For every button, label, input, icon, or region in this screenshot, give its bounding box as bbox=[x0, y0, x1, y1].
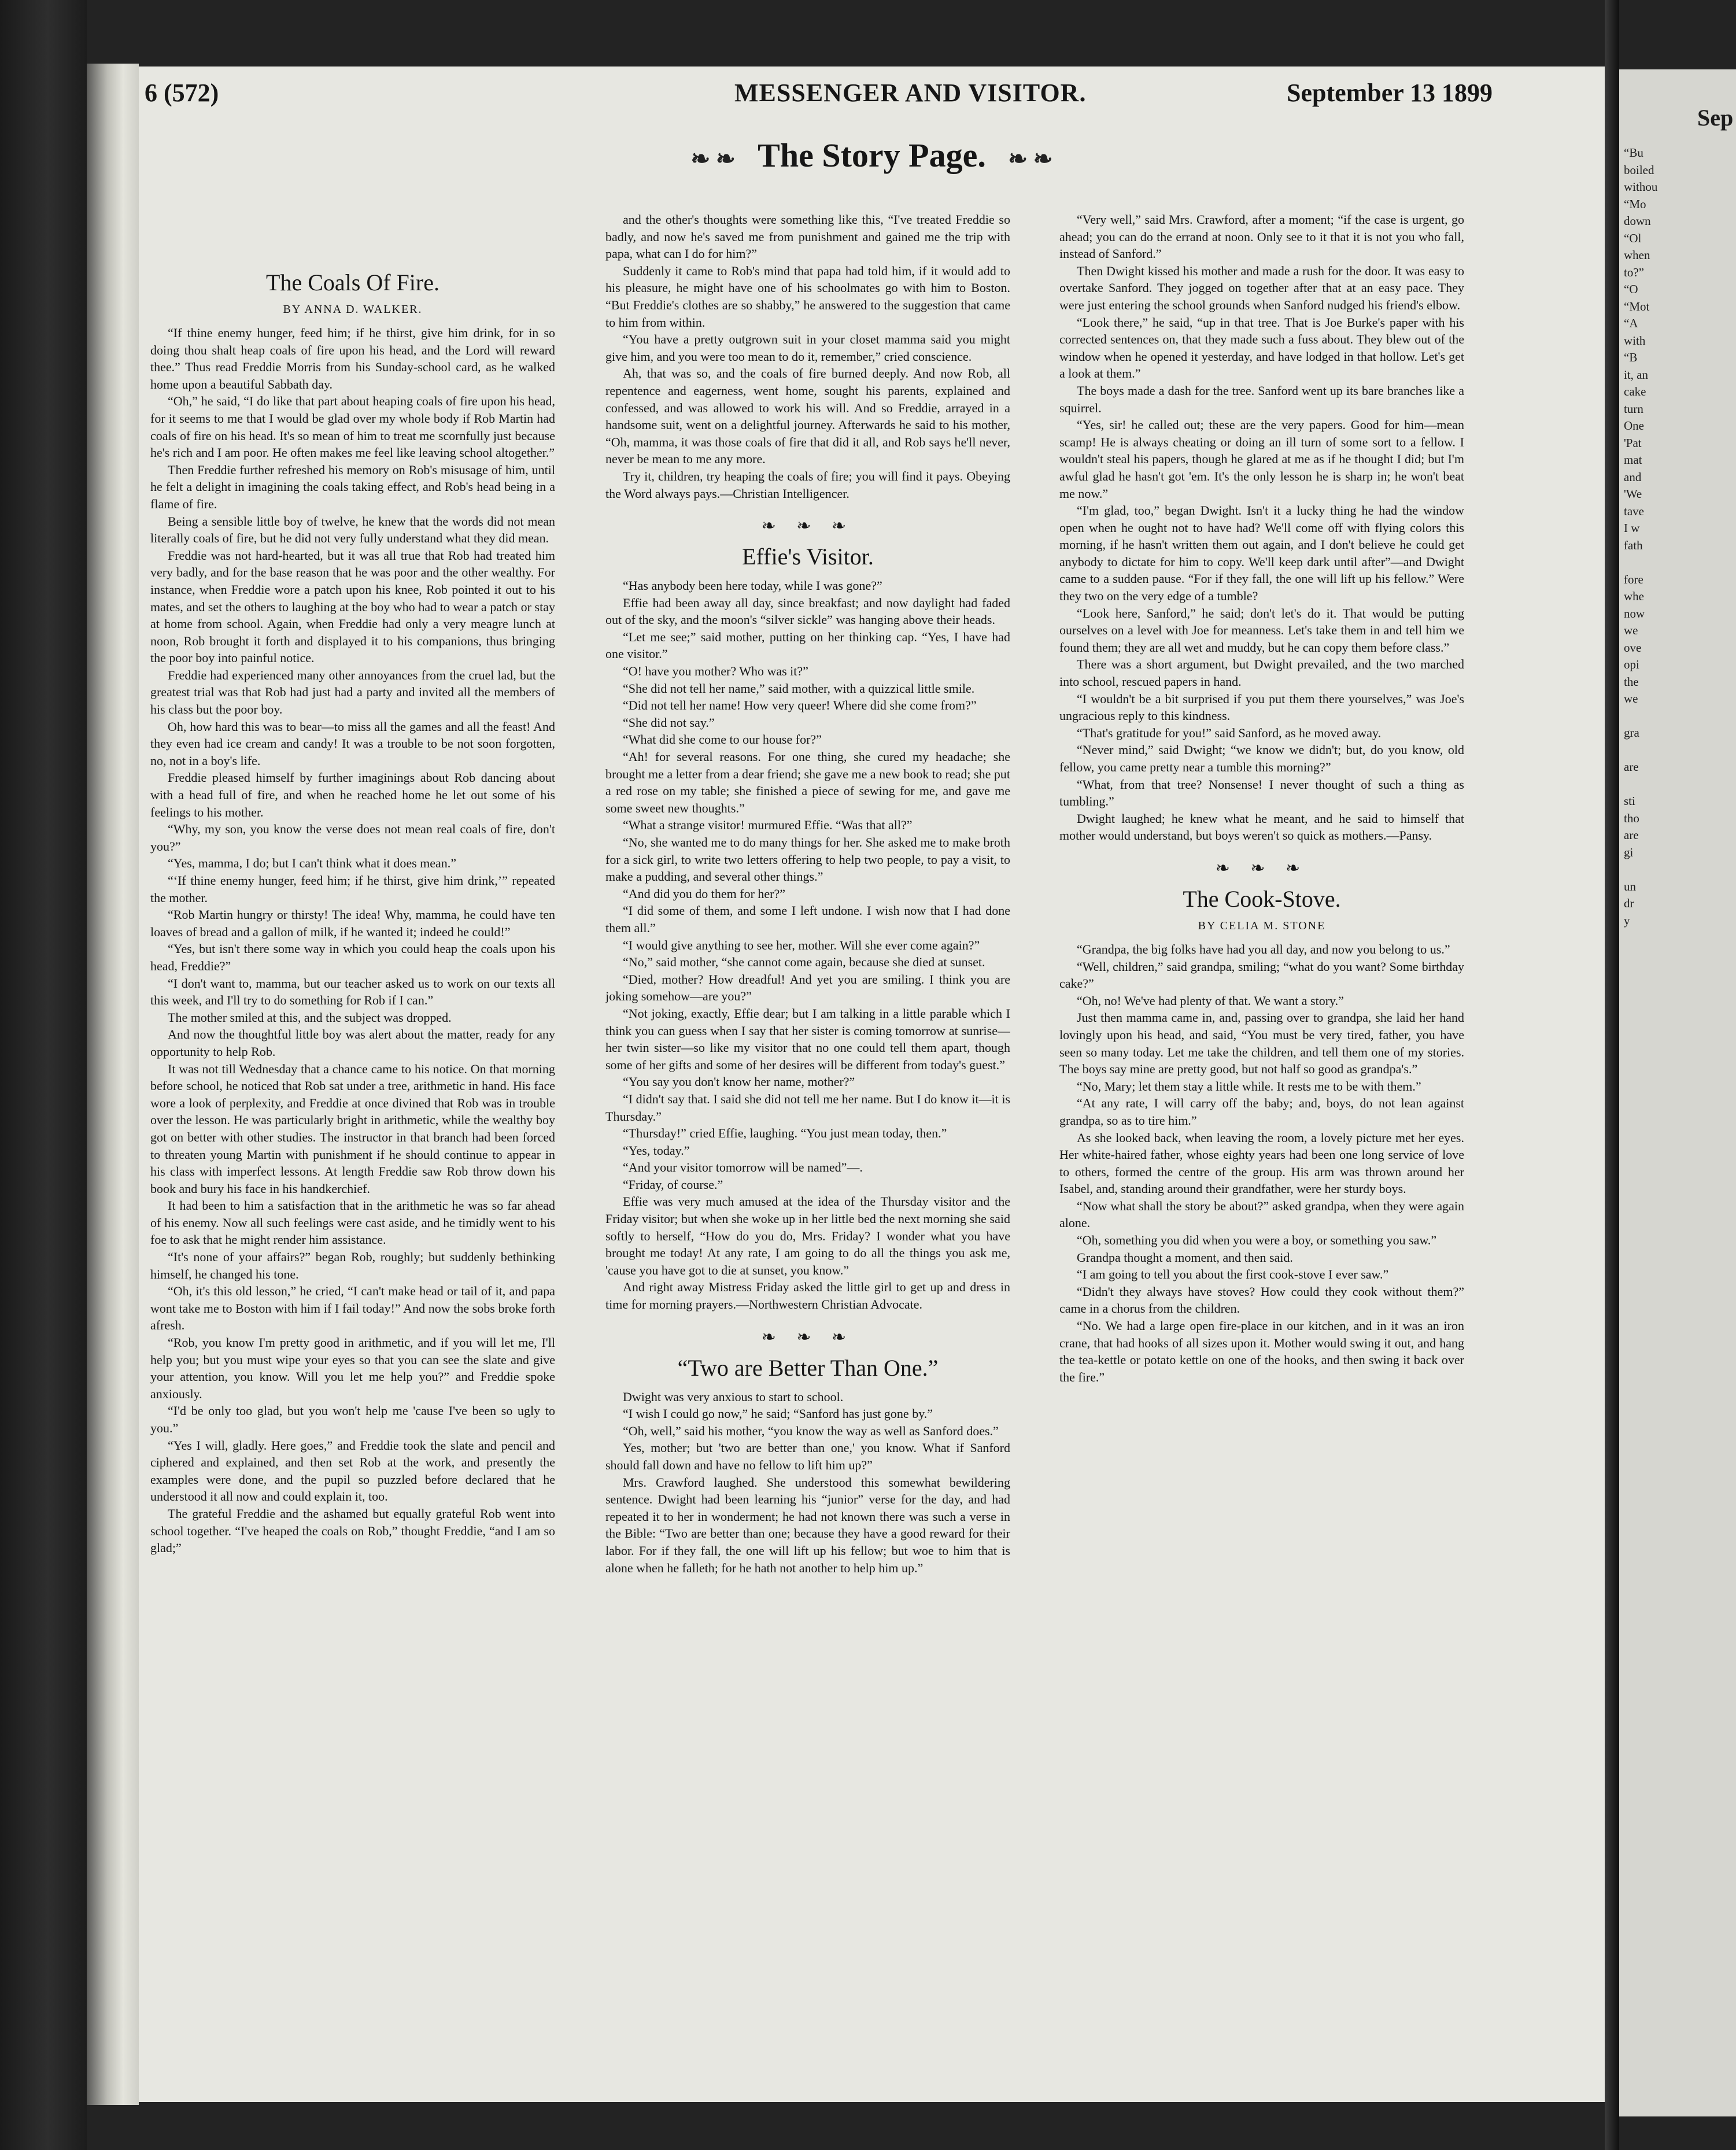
story-paragraph: “What did she come to our house for?” bbox=[623, 732, 822, 747]
next-page-line: ove bbox=[1624, 640, 1642, 655]
next-page-line: are bbox=[1624, 828, 1639, 842]
story-paragraph: “I wouldn't be a bit surprised if you put them there yourselves,” was Joe's ungracious reply to this kindness. bbox=[1059, 691, 1464, 723]
story-paragraph: “Oh,” he said, “I do like that part about heaping coals of fire upon his head, for it seems to me that I would be glad over my whole body if Rob Martin had coals of fire on his head. It's so mean of him to treat me scornfully just because he's rich and I am poor. He often makes me feel like leaving school altogether.” bbox=[150, 394, 555, 460]
story-paragraph: “Not joking, exactly, Effie dear; but I am talking in a little parable which I think you can guess when I say that her sister is coming tomorrow at sunrise—her twin sister—so like my visitor that no one could tell them apart, though some of her gifts and some of her desires will be different from today's guest.” bbox=[605, 1006, 1010, 1072]
story-paragraph: Dwight was very anxious to start to school. bbox=[623, 1389, 844, 1404]
story-paragraph: “Yes, but isn't there some way in which you could heap the coals upon his head, Freddie?” bbox=[150, 941, 555, 973]
next-page-line: gra bbox=[1624, 726, 1639, 740]
next-page-line: with bbox=[1624, 333, 1646, 348]
story-title: Effie's Visitor. bbox=[742, 544, 874, 570]
next-page-line: turn bbox=[1624, 401, 1643, 416]
story-paragraph: “I would give anything to see her, mother. Will she ever come again?” bbox=[623, 937, 980, 952]
story-paragraph: “Has anybody been here today, while I was gone?” bbox=[623, 578, 882, 593]
story-paragraph: Then Dwight kissed his mother and made a rush for the door. It was easy to overtake Sanford. They jogged on together after that at an easy pace. They were just entering the school grounds when Sanford nudged his friend's elbow. bbox=[1059, 263, 1464, 312]
story-paragraph: “O! have you mother? Who was it?” bbox=[623, 664, 808, 679]
story-body bbox=[605, 1388, 1010, 1577]
next-page-line: “Bu bbox=[1624, 146, 1643, 160]
next-page-line: “Ol bbox=[1624, 231, 1642, 245]
story-paragraph: Try it, children, try heaping the coals of fire; you will find it pays. Obeying the Word always pays.—Christian Intelligencer. bbox=[605, 468, 1010, 501]
story-paragraph: “Ah! for several reasons. For one thing, she cured my headache; she brought me a letter from a dear friend; she gave me a new book to read; she put a red rose on my table; she finished a piece of sewing for me, and gave me some sweet new thoughts.” bbox=[605, 749, 1010, 815]
story-paragraph: “Oh, something you did when you were a boy, or something you saw.” bbox=[1077, 1233, 1437, 1248]
story-paragraph: “Never mind,” said Dwight; “we know we didn't; but, do you know, old fellow, you came pretty near a tumble this morning?” bbox=[1059, 742, 1464, 774]
gutter-shadow bbox=[1605, 0, 1619, 2150]
column-2 bbox=[605, 211, 1010, 2090]
story-title: The Coals Of Fire. bbox=[266, 269, 439, 295]
story-paragraph: “I wish I could go now,” he said; “Sanford has just gone by.” bbox=[623, 1406, 933, 1421]
story-paragraph: Freddie pleased himself by further imaginings about Rob dancing about with a head full of fire, and when he reached home he let out some of his feelings to his mother. bbox=[150, 770, 555, 819]
story-paragraph: “Didn't they always have stoves? How could they cook without them?” came in a chorus from the children. bbox=[1059, 1284, 1464, 1316]
next-page-line: boiled bbox=[1624, 162, 1654, 177]
story-paragraph: The mother smiled at this, and the subject was dropped. bbox=[168, 1010, 452, 1025]
story-byline: BY ANNA D. WALKER. bbox=[283, 303, 423, 316]
page-number: 6 (572) bbox=[145, 79, 219, 107]
next-page-line: un bbox=[1624, 879, 1636, 893]
story-paragraph: “Look there,” he said, “up in that tree. That is Joe Burke's paper with his corrected sentences on, that they made such a fuss about. They blew out of the window when he opened it yesterday, and have lodged in that hollow. Let's get a look at them.” bbox=[1059, 315, 1464, 381]
next-page-line: are bbox=[1624, 760, 1639, 774]
story-paragraph: “No, Mary; let them stay a little while. It rests me to be with them.” bbox=[1077, 1078, 1421, 1094]
separator-ornament-icon: ❧ ❧ ❧ bbox=[761, 516, 855, 536]
story-paragraph: It was not till Wednesday that a chance came to his notice. On that morning before school, he noticed that Rob sat under a tree, arithmetic in hand. His face wore a look of perplexity, and Freddie at once divined that Rob was in trouble over the lesson. He was particularly bright in arithmetic, while the wealthy boy got on better with other studies. The instructor in that branch had been forced to threaten young Martin with punishment if he should continue to appear in his class with imperfect lessons. At length Freddie saw Rob throw down his book and bury his face in his handkerchief. bbox=[150, 1061, 555, 1196]
newspaper-page bbox=[139, 67, 1605, 2102]
story-paragraph: Ah, that was so, and the coals of fire burned deeply. And now Rob, all repentence and eagerness, went home, sought his parents, explained and confessed, and was allowed to work his will. And so Freddie, arrayed in a handsome suit, went on a delightful journey. Afterwards he said to his mother, “Oh, mamma, it was those coals of fire that did it all, and Rob says he'll never, never be mean to me any more. bbox=[605, 366, 1010, 467]
next-page-line: and bbox=[1624, 470, 1642, 484]
next-page-head: Sep bbox=[1697, 105, 1734, 131]
story-paragraph: As she looked back, when leaving the room, a lovely picture met her eyes. Her white-haired father, whose eighty years had been one long service of love to others, formed the centre of the group. His arm was thrown around her Isabel, and, standing around their grandfather, were her sturdy boys. bbox=[1059, 1130, 1464, 1196]
story-paragraph: “What, from that tree? Nonsense! I never thought of such a thing as tumbling.” bbox=[1059, 777, 1464, 809]
story-paragraph: Effie had been away all day, since breakfast; and now daylight had faded out of the sky, and the moon's “silver sickle” was hanging above their heads. bbox=[605, 595, 1010, 627]
story-paragraph: It had been to him a satisfaction that in the arithmetic he was so far ahead of his enemy. Now all such feelings were cast aside, and he timidly went to his foe to ask that he might render him assistance. bbox=[150, 1198, 555, 1247]
story-paragraph: “Yes, sir! he called out; these are the very papers. Good for him—mean scamp! He is always cheating or doing an ill turn of some sort to a fellow. I wouldn't steal his papers, though he glared at me as if he thought I did; but I'm awful glad he hasn't got 'em. It's the only lesson he is sharp in; he won't beat me now.” bbox=[1059, 418, 1464, 501]
next-page-line: y bbox=[1624, 913, 1630, 928]
leaf-ornament-icon: ❧ ❧ bbox=[1008, 146, 1053, 172]
next-page-line: dr bbox=[1624, 896, 1634, 910]
story-title: The Cook-Stove. bbox=[1183, 885, 1341, 912]
story-paragraph: “Why, my son, you know the verse does not mean real coals of fire, don't you?” bbox=[150, 822, 555, 854]
next-page-line: cake bbox=[1624, 385, 1646, 398]
next-page-line: opi bbox=[1624, 657, 1639, 671]
next-page-line: to?” bbox=[1624, 265, 1644, 279]
story-body bbox=[150, 324, 555, 1557]
story-paragraph: Dwight laughed; he knew what he meant, and he said to himself that mother would understand, but boys weren't so quick as mothers.—Pansy. bbox=[1059, 811, 1464, 843]
next-page-line: “Mo bbox=[1624, 197, 1646, 211]
story-paragraph: Grandpa thought a moment, and then said. bbox=[1077, 1250, 1293, 1265]
story-paragraph: “No, she wanted me to do many things for her. She asked me to make broth for a sick girl, to write two letters offering to help two people, to pay a visit, to make a pudding, and several other things.” bbox=[605, 835, 1010, 884]
next-page-fragment bbox=[1619, 69, 1736, 2116]
next-page-line: 'Pat bbox=[1624, 435, 1642, 450]
next-page-line bbox=[1624, 742, 1734, 759]
story-body bbox=[605, 577, 1010, 1313]
story-title: “Two are Better Than One.” bbox=[677, 1354, 939, 1381]
next-page-line: the bbox=[1624, 674, 1639, 689]
story-paragraph: “I'd be only too glad, but you won't help me 'cause I've been so ugly to you.” bbox=[150, 1403, 555, 1435]
next-page-line: down bbox=[1624, 214, 1651, 228]
story-paragraph: “I didn't say that. I said she did not tell me her name. But I do know it—it is Thursday.” bbox=[605, 1091, 1010, 1124]
story-paragraph: “That's gratitude for you!” said Sanford, as he moved away. bbox=[1077, 725, 1382, 740]
story-paragraph: “If thine enemy hunger, feed him; if he thirst, give him drink, for in so doing thou shalt heap coals of fire upon his head, and the Lord will reward thee.” Thus read Freddie Morris from his Sunday-school card, as he walked home upon a beautiful Sabbath day. bbox=[150, 326, 555, 391]
story-paragraph: “Oh, it's this old lesson,” he cried, “I can't make head or tail of it, and papa wont take me to Boston with him if I fail today!” And now the sobs broke forth afresh. bbox=[150, 1284, 555, 1333]
story-paragraph: The grateful Freddie and the ashamed but equally grateful Rob went into school together. “I've heaped the coals on Rob,” thought Freddie, “and I am so glad;” bbox=[150, 1506, 555, 1556]
next-page-line: I w bbox=[1624, 521, 1640, 535]
story-paragraph: Then Freddie further refreshed his memory on Rob's misusage of him, until he felt a delight in imagining the coals taking effect, and Rob's head being in a flame of fire. bbox=[150, 462, 555, 511]
story-paragraph: “‘If thine enemy hunger, feed him; if he thirst, give him drink,’” repeated the mother. bbox=[150, 873, 555, 905]
story-paragraph: “Friday, of course.” bbox=[623, 1177, 723, 1192]
story-body bbox=[1059, 211, 1464, 844]
separator-ornament-icon: ❧ ❧ ❧ bbox=[761, 1327, 855, 1347]
story-paragraph: “No,” said mother, “she cannot come again, because she died at sunset. bbox=[623, 955, 985, 970]
next-page-line: withou bbox=[1624, 180, 1658, 194]
next-page-line: 'We bbox=[1624, 487, 1642, 501]
story-paragraph: “Grandpa, the big folks have had you all day, and now you belong to us.” bbox=[1077, 941, 1450, 956]
story-paragraph: There was a short argument, but Dwight prevailed, and the two marched into school, rescued papers in hand. bbox=[1059, 657, 1464, 689]
next-page-line bbox=[1624, 776, 1734, 793]
story-paragraph: “I did some of them, and some I left undone. I wish now that I had done them all.” bbox=[605, 903, 1010, 935]
story-paragraph: “And did you do them for her?” bbox=[623, 886, 786, 901]
story-paragraph: And right away Mistress Friday asked the little girl to get up and dress in time for morning prayers.—Northwestern Christian Advocate. bbox=[605, 1280, 1010, 1312]
story-paragraph: “Yes, today.” bbox=[623, 1143, 690, 1158]
section-heading: The Story Page. bbox=[758, 136, 986, 174]
scan-edge bbox=[0, 0, 87, 2150]
story-paragraph: Suddenly it came to Rob's mind that papa had told him, if it would add to his pleasure, he might have one of his schoolmates go with him to Boston. “But Freddie's clothes are so shabby,” he answered to the suggestion that came to him from within. bbox=[605, 263, 1010, 330]
story-paragraph: “Let me see;” said mother, putting on her thinking cap. “Yes, I have had one visitor.” bbox=[605, 629, 1010, 662]
story-paragraph: “You say you don't know her name, mother?” bbox=[623, 1074, 855, 1089]
next-page-line: when bbox=[1624, 248, 1650, 262]
story-paragraph: “Did not tell her name! How very queer! Where did she come from?” bbox=[623, 698, 977, 713]
story-body bbox=[1059, 941, 1464, 1386]
next-page-line: we bbox=[1624, 623, 1638, 637]
story-paragraph: “Now what shall the story be about?” asked grandpa, when they were again alone. bbox=[1059, 1198, 1464, 1231]
story-paragraph: Being a sensible little boy of twelve, he knew that the words did not mean literally coals of fire, but he did not very fully understand what they did mean. bbox=[150, 514, 555, 546]
next-page-line: whe bbox=[1624, 589, 1644, 603]
story-paragraph: “What a strange visitor! murmured Effie. “Was that all?” bbox=[623, 818, 913, 833]
story-paragraph: “Thursday!” cried Effie, laughing. “You just mean today, then.” bbox=[623, 1126, 947, 1141]
story-paragraph: Mrs. Crawford laughed. She understood this somewhat bewildering sentence. Dwight had been learning his “junior” verse for the day, and had repeated it to her in wonderment; he had not known there was such a verse in the Bible: “Two are better than one; because they have a good reward for their labor. For if they fall, the one will lift up his fellow; but woe to him that is alone when he falleth; for he hath not another to help him up.” bbox=[605, 1475, 1010, 1575]
next-page-line: fore bbox=[1624, 572, 1643, 586]
section-title bbox=[139, 136, 1605, 175]
story-paragraph: Freddie was not hard-hearted, but it was all true that Rob had treated him very badly, and for the base reason that he was poor and the other wealthy. For instance, when Freddie wore a patch upon his knee, Rob pointed it out to his mates, and set the others to laughing at the boy who had to wear a patch or stay at home from school. Again, when Freddie had only a very meagre lunch at noon, Rob brought it forth and displayed it to his companions, thus bringing the poor boy into painful notice. bbox=[150, 548, 555, 666]
leaf-ornament-icon: ❧ ❧ bbox=[690, 146, 736, 172]
next-page-line: we bbox=[1624, 692, 1638, 705]
next-page-line: it, an bbox=[1624, 367, 1648, 382]
story-paragraph: “She did not tell her name,” said mother, with a quizzical little smile. bbox=[623, 681, 975, 696]
next-page-line: sti bbox=[1624, 794, 1635, 808]
story-paragraph: “Yes, mamma, I do; but I can't think what it does mean.” bbox=[168, 856, 457, 871]
story-paragraph: “It's none of your affairs?” began Rob, roughly; but suddenly bethinking himself, he changed his tone. bbox=[150, 1250, 555, 1281]
story-paragraph: “I don't want to, mamma, but our teacher asked us to work on our texts all this week, and I'll try to do something for Rob if I can.” bbox=[150, 976, 555, 1008]
story-byline: BY CELIA M. STONE bbox=[1198, 919, 1326, 932]
next-page-line: fath bbox=[1624, 538, 1643, 552]
next-page-line bbox=[1624, 708, 1734, 725]
story-paragraph: “No. We had a large open fire-place in our kitchen, and in it was an iron crane, that had hooks of all sizes upon it. Mother would swing it out, and hang the tea-kettle or potato kettle on one of the hooks, and then swing it back over the fire.” bbox=[1059, 1318, 1464, 1384]
book-binding bbox=[87, 64, 139, 2105]
running-head bbox=[139, 78, 1605, 113]
next-page-line: One bbox=[1624, 419, 1644, 433]
next-page-line: “O bbox=[1624, 282, 1638, 296]
story-paragraph: “Very well,” said Mrs. Crawford, after a moment; “if the case is urgent, go ahead; you can do the errand at noon. Only see to it that it is not you who fall, instead of Sanford.” bbox=[1059, 212, 1464, 261]
story-paragraph: “You have a pretty outgrown suit in your closet mamma said you might give him, and you were too mean to do it, remember,” cried conscience. bbox=[605, 332, 1010, 364]
story-paragraph: “I am going to tell you about the first cook-stove I ever saw.” bbox=[1077, 1267, 1389, 1282]
story-paragraph: “At any rate, I will carry off the baby; and, boys, do not lean against grandpa, so as to tire him.” bbox=[1059, 1096, 1464, 1128]
separator-ornament-icon: ❧ ❧ ❧ bbox=[1215, 858, 1309, 878]
column-3 bbox=[1059, 211, 1464, 2090]
story-body bbox=[605, 211, 1010, 502]
next-page-line: now bbox=[1624, 606, 1645, 620]
next-page-line: tho bbox=[1624, 811, 1639, 825]
story-paragraph: “Yes I will, gladly. Here goes,” and Freddie took the slate and pencil and ciphered and explained, and then set Rob at the work, and presently the examples were done, and the pupil so puzzled before declared that he understood it all now and could explain it, too. bbox=[150, 1438, 555, 1504]
next-page-line bbox=[1624, 554, 1734, 571]
next-page-line: “Mot bbox=[1624, 299, 1650, 313]
next-page-line: “B bbox=[1624, 350, 1638, 364]
story-paragraph: “Died, mother? How dreadful! And yet you are smiling. I think you are joking somehow—are you?” bbox=[605, 971, 1010, 1004]
story-paragraph: “Look here, Sanford,” he said; don't let's do it. That would be putting ourselves on a level with Joe for meanness. Let's take them in and tell him we found them; they are all wet and muddy, but he can copy them before class.” bbox=[1059, 605, 1464, 655]
story-paragraph: “And your visitor tomorrow will be named”—. bbox=[623, 1160, 863, 1175]
story-paragraph: Effie was very much amused at the idea of the Thursday visitor and the Friday visitor; but when she woke up in her little bed the next morning she said softly to herself, “How do you do, Mrs. Friday? I wonder what you have brought me today! At any rate, I am going to do all the things you ask me, 'cause you have got to die at sunset, you know.” bbox=[605, 1194, 1010, 1277]
story-paragraph: “Rob, you know I'm pretty good in arithmetic, and if you will let me, I'll help you; but you must wipe your eyes so that you can see the slate and give your attention, you know. Will you let me help you?” and Freddie spoke anxiously. bbox=[150, 1335, 555, 1401]
masthead: MESSENGER AND VISITOR. bbox=[734, 79, 1087, 107]
story-paragraph: Just then mamma came in, and, passing over to grandpa, she laid her hand lovingly upon his head, and said, “You must be very tired, father, you have seen so many today. Let me take the children, and tell them one of my stories. The boys say mine are pretty good, but not half so good as grandpa's.” bbox=[1059, 1010, 1464, 1077]
next-page-text bbox=[1624, 145, 1734, 929]
next-page-line: gi bbox=[1624, 845, 1634, 859]
story-paragraph: And now the thoughtful little boy was alert about the matter, ready for any opportunity to help Rob. bbox=[150, 1027, 555, 1059]
story-paragraph: “Well, children,” said grandpa, smiling; “what do you want? Some birthday cake?” bbox=[1059, 959, 1464, 991]
next-page-line: tave bbox=[1624, 504, 1644, 518]
issue-date: September 13 1899 bbox=[1287, 79, 1493, 107]
story-paragraph: Yes, mother; but 'two are better than one,' you know. What if Sanford should fall down and have no fellow to lift him up?” bbox=[605, 1440, 1010, 1472]
story-paragraph: The boys made a dash for the tree. Sanford went up its bare branches like a squirrel. bbox=[1059, 383, 1464, 415]
next-page-line: mat bbox=[1624, 453, 1642, 467]
story-paragraph: “I'm glad, too,” began Dwight. Isn't it a lucky thing he had the window open when he ought not to have had? We'll come off with flying colors this morning, if he hasn't written them out again, and I don't believe he could get anybody to dictate for him to copy. We'll keep dark until after”—and Dwight came to a sudden pause. “For if they fall, the one will lift up his fellow.” Were they two on the very edge of a tumble? bbox=[1059, 503, 1464, 604]
next-page-line: “A bbox=[1624, 316, 1638, 330]
story-paragraph: Freddie had experienced many other annoyances from the cruel lad, but the greatest trial was that Rob had just had a party and invited all the members of his class but the poor boy. bbox=[150, 667, 555, 717]
column-1 bbox=[150, 211, 555, 2090]
story-paragraph: “Oh, well,” said his mother, “you know the way as well as Sanford does.” bbox=[623, 1423, 999, 1438]
story-paragraph: “She did not say.” bbox=[623, 715, 715, 730]
story-paragraph: “Rob Martin hungry or thirsty! The idea! Why, mamma, he could have ten loaves of bread and a gallon of milk, if he wanted it; indeed he could!” bbox=[150, 907, 555, 939]
next-page-line bbox=[1624, 861, 1734, 878]
story-paragraph: and the other's thoughts were something like this, “I've treated Freddie so badly, and now he's saved me from punishment and gained me the trip with papa, what can I do for him?” bbox=[605, 212, 1010, 261]
story-paragraph: Oh, how hard this was to bear—to miss all the games and all the feast! And they even had ice cream and candy! It was a trouble to be not soon forgotten, no, not in a boy's life. bbox=[150, 719, 555, 768]
story-paragraph: “Oh, no! We've had plenty of that. We want a story.” bbox=[1077, 993, 1344, 1008]
